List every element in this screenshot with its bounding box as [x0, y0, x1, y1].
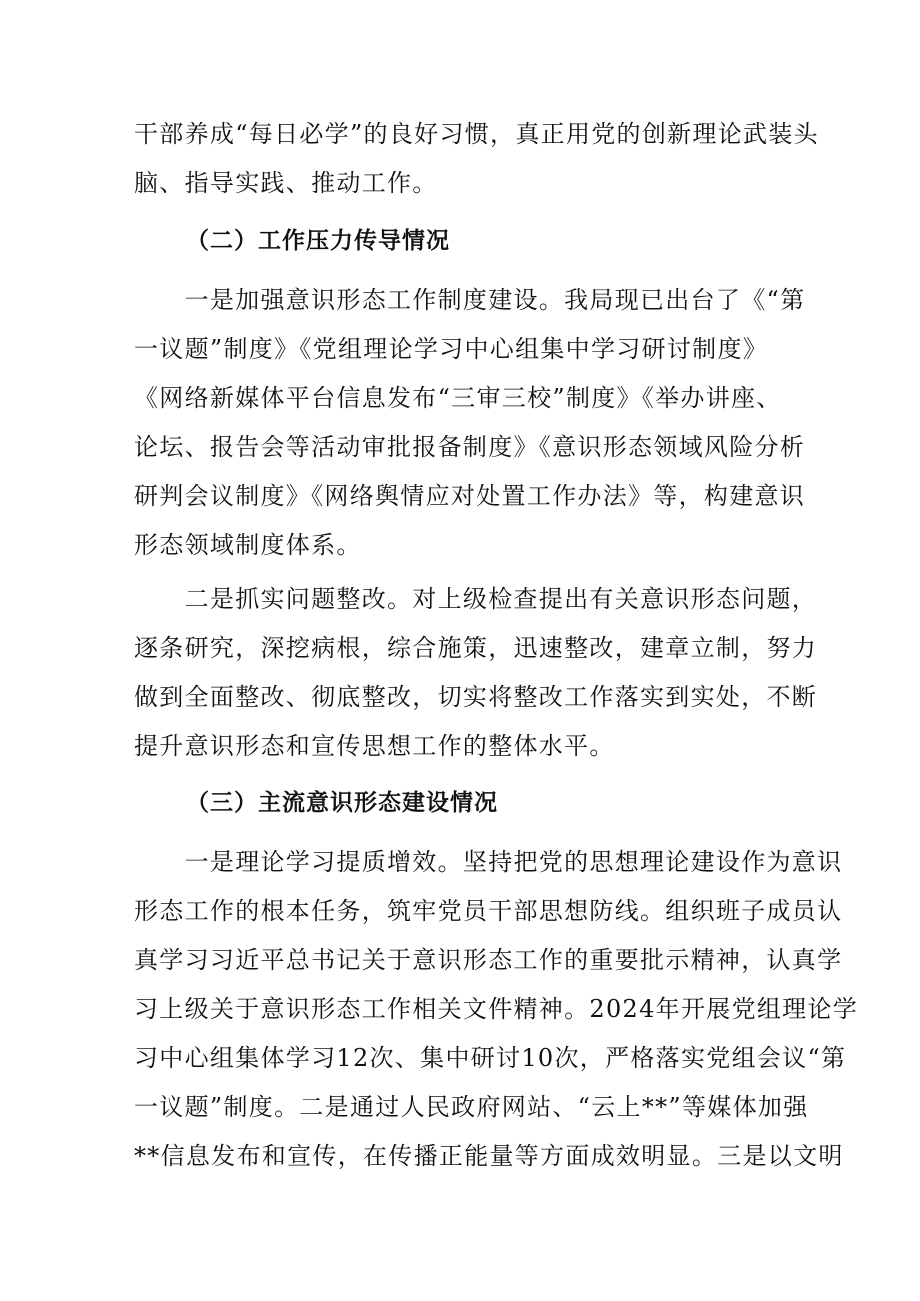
paragraph-theory-study — [134, 838, 859, 1181]
paragraph-line: 形态领域制度体系。 — [134, 531, 362, 559]
section-heading-3: （三）主流意识形态建设情况 — [186, 790, 498, 816]
section-heading-2: （二）工作压力传导情况 — [186, 228, 450, 254]
paragraph-intro — [134, 110, 819, 208]
paragraph-line: 做到全面整改、彻底整改，切实将整改工作落实到实处，不断 — [134, 683, 818, 711]
paragraph-line: 二是抓实问题整改。对上级检查提出有关意识形态问题， — [134, 585, 818, 613]
paragraph-line: 逐条研究，深挖病根，综合施策，迅速整改，建章立制，努力 — [134, 634, 818, 662]
paragraph-rectification — [134, 575, 818, 771]
paragraph-line: 一是理论学习提质增效。坚持把党的思想理论建设作为意识 — [134, 848, 843, 876]
paragraph-line: 真学习习近平总书记关于意识形态工作的重要批示精神，认真学 — [134, 946, 843, 974]
paragraph-line: 提升意识形态和宣传思想工作的整体水平。 — [134, 732, 615, 760]
paragraph-line: 一议题”制度。二是通过人民政府网站、“云上**”等媒体加强 — [134, 1093, 809, 1121]
paragraph-line: 习中心组集体学习12次、集中研讨10次，严格落实党组会议“第 — [134, 1044, 847, 1072]
paragraph-line: 习上级关于意识形态工作相关文件精神。2024年开展党组理论学 — [134, 995, 859, 1023]
paragraph-line: **信息发布和宣传，在传播正能量等方面成效明显。三是以文明 — [134, 1142, 844, 1170]
paragraph-line: 一议题”制度》《党组理论学习中心组集中学习研讨制度》 — [134, 335, 769, 363]
paragraph-line: 一是加强意识形态工作制度建设。我局现已出台了《“第 — [134, 286, 806, 314]
paragraph-line: 论坛、报告会等活动审批报备制度》《意识形态领域风险分析 — [134, 433, 806, 461]
paragraph-line: 《网络新媒体平台信息发布“三审三校”制度》《举办讲座、 — [134, 384, 782, 412]
paragraph-line: 脑、指导实践、推动工作。 — [134, 169, 438, 197]
paragraph-line: 研判会议制度》《网络舆情应对处置工作办法》等，构建意识 — [134, 482, 806, 510]
paragraph-system-building — [134, 276, 806, 570]
paragraph-line: 干部养成“每日必学”的良好习惯，真正用党的创新理论武装头 — [134, 120, 819, 148]
paragraph-line: 形态工作的根本任务，筑牢党员干部思想防线。组织班子成员认 — [134, 897, 843, 925]
